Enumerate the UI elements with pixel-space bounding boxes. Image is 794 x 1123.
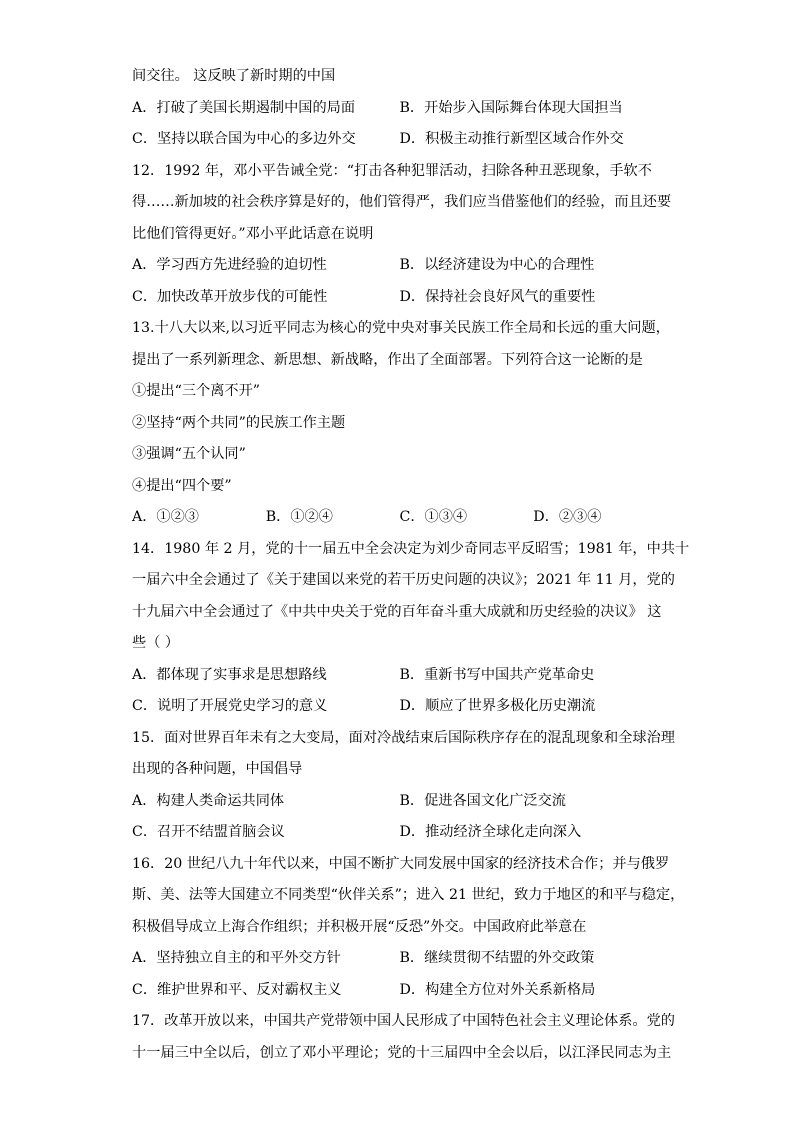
- option-d: D．构建全方位对外关系新格局: [399, 981, 596, 998]
- option-c: C．召开不结盟首脑会议: [132, 824, 285, 840]
- question-11-options-row-2: [132, 127, 667, 159]
- option-d: D．顺应了世界多极化历史潮流: [399, 698, 596, 714]
- question-12-options-row-1: [132, 253, 667, 285]
- question-16-text-line: 斯、美、法等大国建立不同类型“伙伴关系”；进入 21 世纪，致力于地区的和平与稳定，: [132, 887, 685, 903]
- question-13-item: ③强调“五个认同”: [132, 446, 246, 462]
- option-c: C．坚持以联合国为中心的多边外交: [132, 131, 356, 147]
- question-16-options-row-2: [132, 978, 667, 1010]
- question-17-text-line: 17．改革开放以来，中国共产党带领中国人民形成了中国特色社会主义理论体系。党的: [132, 1013, 675, 1029]
- option-c: C．①③④: [399, 509, 468, 525]
- question-13-options-row: [132, 505, 667, 537]
- question-13-text-line: 提出了一系列新理念、新思想、新战略，作出了全面部署。下列符合这一论断的是: [132, 351, 643, 368]
- option-a: A．打破了美国长期遏制中国的局面: [132, 99, 356, 116]
- option-b: B．开始步入国际舞台体现大国担当: [399, 99, 623, 116]
- option-b: B．继续贯彻不结盟的外交政策: [399, 950, 595, 966]
- option-b: B．重新书写中国共产党革命史: [399, 666, 595, 683]
- question-15-options-row-2: [132, 820, 667, 852]
- question-14-text-line: 一届六中全会通过了《关于建国以来党的若干历史问题的决议》；2021 年 11 月，党的: [132, 572, 675, 588]
- question-11-options-row-1: [132, 96, 667, 128]
- option-a: A．坚持独立自主的和平外交方针: [132, 950, 341, 966]
- question-13-item: ④提出“四个要”: [132, 477, 232, 494]
- option-c: C．说明了开展党史学习的意义: [132, 698, 328, 714]
- option-d: D．推动经济全球化走向深入: [399, 824, 582, 840]
- option-b: B．促进各国文化广泛交流: [399, 792, 566, 809]
- option-a: A．构建人类命运共同体: [132, 792, 285, 809]
- question-16-text-line: 16．20 世纪八九十年代以来，中国不断扩大同发展中国家的经济技术合作；并与俄罗: [132, 855, 670, 872]
- option-a: A．都体现了实事求是思想路线: [132, 666, 327, 683]
- question-17-text-line: 十一届三中全以后，创立了邓小平理论；党的十三届四中全会以后，以江泽民同志为主: [132, 1044, 672, 1061]
- option-c: C．加快改革开放步伐的可能性: [132, 288, 328, 305]
- question-12-text-line: 比他们管得更好。”邓小平此话意在说明: [132, 225, 374, 242]
- question-12-options-row-2: [132, 285, 667, 317]
- question-12-text-line: 得……新加坡的社会秩序算是好的，他们管得严，我们应当借鉴他们的经验，而且还要: [132, 194, 672, 210]
- option-a: A．学习西方先进经验的迫切性: [132, 257, 327, 273]
- question-13-text-line: 13.十八大以来,以习近平同志为核心的党中央对事关民族工作全局和长远的重大问题，: [132, 320, 670, 336]
- option-b: B．①②④: [265, 509, 333, 525]
- question-13-item: ①提出“三个离不开”: [132, 383, 261, 399]
- question-14-options-row-1: [132, 663, 667, 695]
- question-11-tail: 间交往。 这反映了新时期的中国: [132, 68, 336, 84]
- question-15-text-line: 15．面对世界百年未有之大变局，面对冷战结束后国际秩序存在的混乱现象和全球治理: [132, 729, 675, 746]
- question-16-options-row-1: [132, 946, 667, 978]
- question-13-item: ②坚持“两个共同”的民族工作主题: [132, 414, 346, 431]
- option-d: D．保持社会良好风气的重要性: [399, 288, 596, 305]
- option-d: D．②③④: [533, 509, 602, 525]
- questions: [132, 64, 690, 1072]
- question-14-text-line: 些（ ）: [132, 635, 180, 651]
- question-14-text-line: 十九届六中全会通过了《中共中央关于党的百年奋斗重大成就和历史经验的决议》 这: [132, 603, 662, 620]
- option-a: A．①②③: [132, 509, 199, 525]
- question-14-options-row-2: [132, 694, 667, 726]
- question-12-text-line: 12．1992 年，邓小平告诫全党：“打击各种犯罪活动，扫除各种丑恶现象，手软不: [132, 162, 652, 179]
- question-15-options-row-1: [132, 789, 667, 821]
- option-d: D．积极主动推行新型区域合作外交: [399, 131, 624, 147]
- option-c: C．维护世界和平、反对霸权主义: [132, 981, 342, 998]
- question-15-text-line: 出现的各种问题，中国倡导: [132, 761, 303, 777]
- question-16-text-line: 积极倡导成立上海合作组织；并积极开展“反恐”外交。中国政府此举意在: [132, 918, 587, 935]
- option-b: B．以经济建设为中心的合理性: [399, 257, 595, 273]
- question-14-text-line: 14．1980 年 2 月，党的十一届五中全会决定为刘少奇同志平反昭雪；1981 年，中共十: [132, 540, 690, 557]
